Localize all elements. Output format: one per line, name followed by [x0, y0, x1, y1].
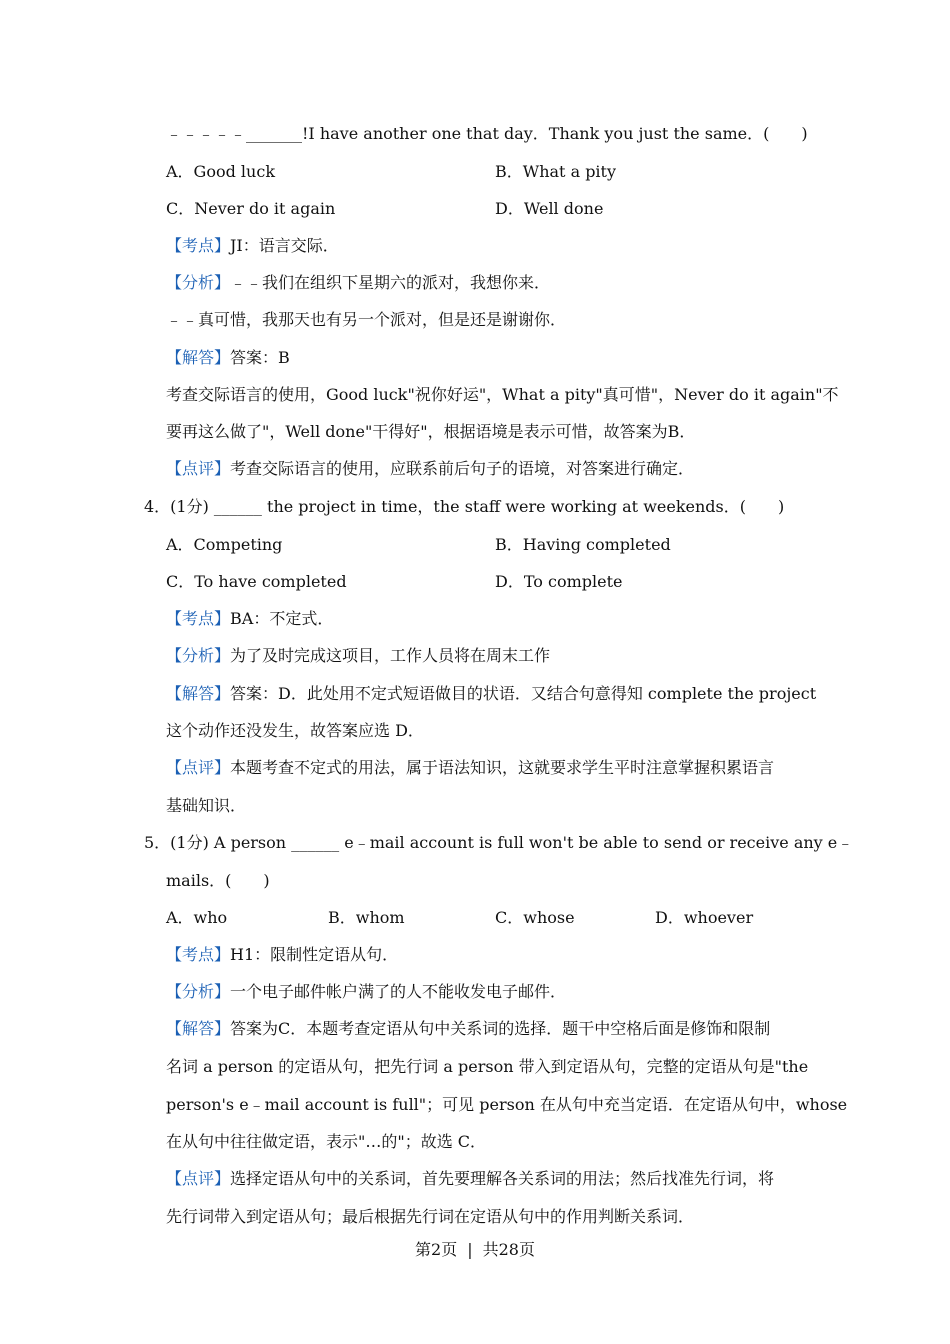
q3-option-a: A．Good luck	[166, 162, 276, 181]
kaodian-text: H1：限制性定语从句．	[230, 945, 399, 964]
dianping-text: 选择定语从句中的关系词，首先要理解各关系词的用法；然后找准先行词，将	[230, 1169, 775, 1188]
q3-fenxi-line2: ﹣﹣真可惜，我那天也有另一个派对，但是还是谢谢你．	[166, 310, 567, 329]
q5-option-c: C．whose	[495, 908, 575, 927]
q5-jieda	[166, 1019, 770, 1039]
footer-separator: |	[467, 1240, 473, 1259]
q3-jieda	[166, 348, 290, 368]
q5-jieda-line2: 名词 a person 的定语从句，把先行词 a person 带入到定语从句，完整的定语从句是"the	[166, 1057, 809, 1076]
fenxi-text: 为了及时完成这项目，工作人员将在周末工作	[230, 646, 551, 665]
q5-option-d: D．whoever	[655, 908, 754, 927]
kaodian-text: JI：语言交际．	[230, 236, 339, 255]
page-footer	[0, 1240, 950, 1260]
jieda-text: 答案：B	[230, 348, 290, 367]
dianping-text: 本题考查不定式的用法，属于语法知识，这就要求学生平时注意掌握积累语言	[230, 758, 775, 777]
q4-jieda-line2: 这个动作还没发生，故答案应选 D．	[166, 721, 424, 740]
q4-dianping-line2: 基础知识．	[166, 796, 247, 815]
q5-jieda-line3: person's e﹣mail account is full"；可见 person 在从句中充当定语．在定语从句中，whose	[166, 1095, 848, 1114]
q3-fenxi	[166, 273, 550, 293]
q3-option-b: B．What a pity	[495, 162, 617, 181]
fenxi-text: ﹣﹣我们在组织下星期六的派对，我想你来．	[230, 273, 551, 292]
q5-option-b: B．whom	[328, 908, 405, 927]
q4-kaodian	[166, 609, 333, 629]
q3-dianping	[166, 459, 694, 479]
q3-prompt: ﹣﹣﹣﹣﹣_______!I have another one that day．Thank you just the same．( )	[166, 124, 808, 143]
kaodian-tag: 【考点】	[166, 609, 231, 628]
fenxi-text: 一个电子邮件帐户满了的人不能收发电子邮件．	[230, 982, 567, 1001]
q5-prompt-line2: mails．( )	[166, 871, 270, 890]
q3-jieda-line2: 考查交际语言的使用，Good luck"祝你好运"，What a pity"真可惜"，Never do it again"不	[166, 385, 839, 404]
q5-option-a: A．who	[166, 908, 228, 927]
q4-dianping	[166, 758, 774, 778]
jieda-tag: 【解答】	[166, 348, 231, 367]
dianping-tag: 【点评】	[166, 758, 231, 777]
q5-dianping-line2: 先行词带入到定语从句；最后根据先行词在定语从句中的作用判断关系词．	[166, 1207, 695, 1226]
dianping-tag: 【点评】	[166, 459, 231, 478]
q4-jieda	[166, 684, 816, 704]
jieda-tag: 【解答】	[166, 684, 231, 703]
q3-option-c: C．Never do it again	[166, 199, 336, 218]
page-total: 共28页	[482, 1240, 535, 1259]
q4-option-b: B．Having completed	[495, 535, 671, 554]
q4-option-d: D．To complete	[495, 572, 623, 591]
kaodian-text: BA：不定式．	[230, 609, 334, 628]
q4-option-a: A．Competing	[166, 535, 283, 554]
dianping-tag: 【点评】	[166, 1169, 231, 1188]
jieda-text: 答案为C．本题考查定语从句中关系词的选择．题干中空格后面是修饰和限制	[230, 1019, 771, 1038]
q4-fenxi	[166, 646, 550, 666]
q5-jieda-line4: 在从句中往往做定语，表示"…的"；故选 C．	[166, 1132, 487, 1151]
kaodian-tag: 【考点】	[166, 236, 231, 255]
fenxi-tag: 【分析】	[166, 646, 231, 665]
q3-kaodian	[166, 236, 339, 256]
q3-jieda-line3: 要再这么做了"，Well done"干得好"，根据语境是表示可惜，故答案为B．	[166, 422, 696, 441]
q5-dianping	[166, 1169, 774, 1189]
fenxi-tag: 【分析】	[166, 273, 231, 292]
kaodian-tag: 【考点】	[166, 945, 231, 964]
q4-prompt: 4．(1分) ______ the project in time，the staff were working at weekends．( )	[144, 497, 785, 516]
q4-option-c: C．To have completed	[166, 572, 347, 591]
q5-prompt: 5．(1分) A person ______ e﹣mail account is full won't be able to send or receive any e﹣	[144, 833, 854, 852]
q3-option-d: D．Well done	[495, 199, 604, 218]
page-number: 第2页	[415, 1240, 458, 1259]
fenxi-tag: 【分析】	[166, 982, 231, 1001]
dianping-text: 考查交际语言的使用，应联系前后句子的语境，对答案进行确定．	[230, 459, 695, 478]
q5-fenxi	[166, 982, 566, 1002]
jieda-text: 答案：D．此处用不定式短语做目的状语．又结合句意得知 complete the project	[230, 684, 817, 703]
jieda-tag: 【解答】	[166, 1019, 231, 1038]
q5-kaodian	[166, 945, 398, 965]
